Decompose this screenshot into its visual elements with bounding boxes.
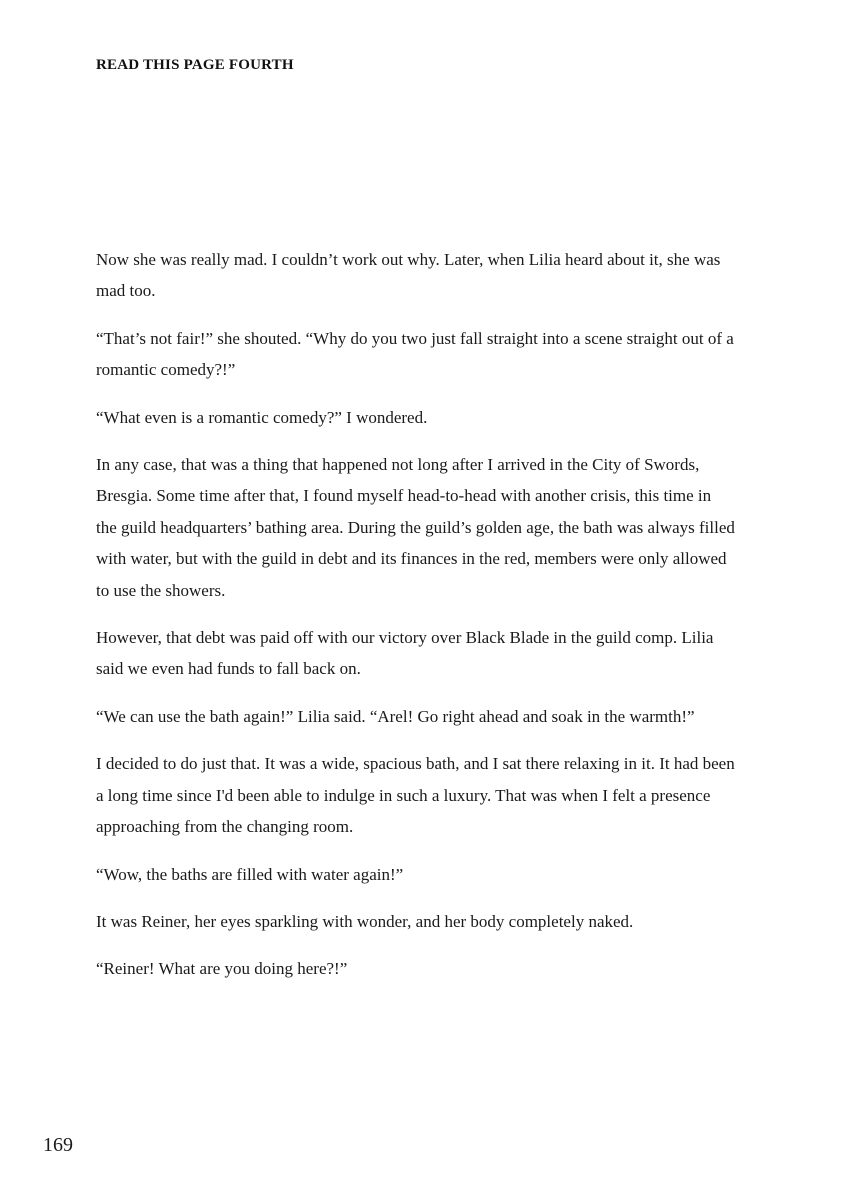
paragraph: However, that debt was paid off with our victory over Black Blade in the guild comp. Lilia said we even had funds to fall back on. — [96, 628, 714, 679]
paragraph: “Reiner! What are you doing here?!” — [96, 959, 348, 979]
paragraph: It was Reiner, her eyes sparkling with wonder, and her body completely naked. — [96, 911, 634, 931]
paragraph: “We can use the bath again!” Lilia said. “Arel! Go right ahead and soak in the warmth!” — [96, 706, 695, 726]
paragraph: “That’s not fair!” she shouted. “Why do you two just fall straight into a scene straight out of a romantic comedy?!” — [96, 328, 734, 380]
paragraph: “Wow, the baths are filled with water again!” — [96, 864, 404, 884]
paragraph: Now she was really mad. I couldn’t work out why. Later, when Lilia heard about it, she was mad too. — [96, 250, 721, 301]
paragraph: I decided to do just that. It was a wide, spacious bath, and I sat there relaxing in it. It had been a long time since I'd been able to indulge in such a luxury. That was when I felt a presence approaching from the changing room. — [96, 754, 735, 837]
page-number: 169 — [43, 1134, 73, 1156]
paragraph: “What even is a romantic comedy?” I wondered. — [96, 407, 428, 427]
page-header: READ THIS PAGE FOURTH — [96, 57, 294, 73]
body-text — [96, 244, 736, 1001]
paragraph: In any case, that was a thing that happened not long after I arrived in the City of Swords, Bresgia. Some time after that, I found myself head-to-head with another crisis, this time in the guild headquarters’ bathing area. During the guild’s golden age, the bath was always filled with water, but with the guild in debt and its finances in the red, members were only allowed to use the showers. — [96, 455, 735, 600]
